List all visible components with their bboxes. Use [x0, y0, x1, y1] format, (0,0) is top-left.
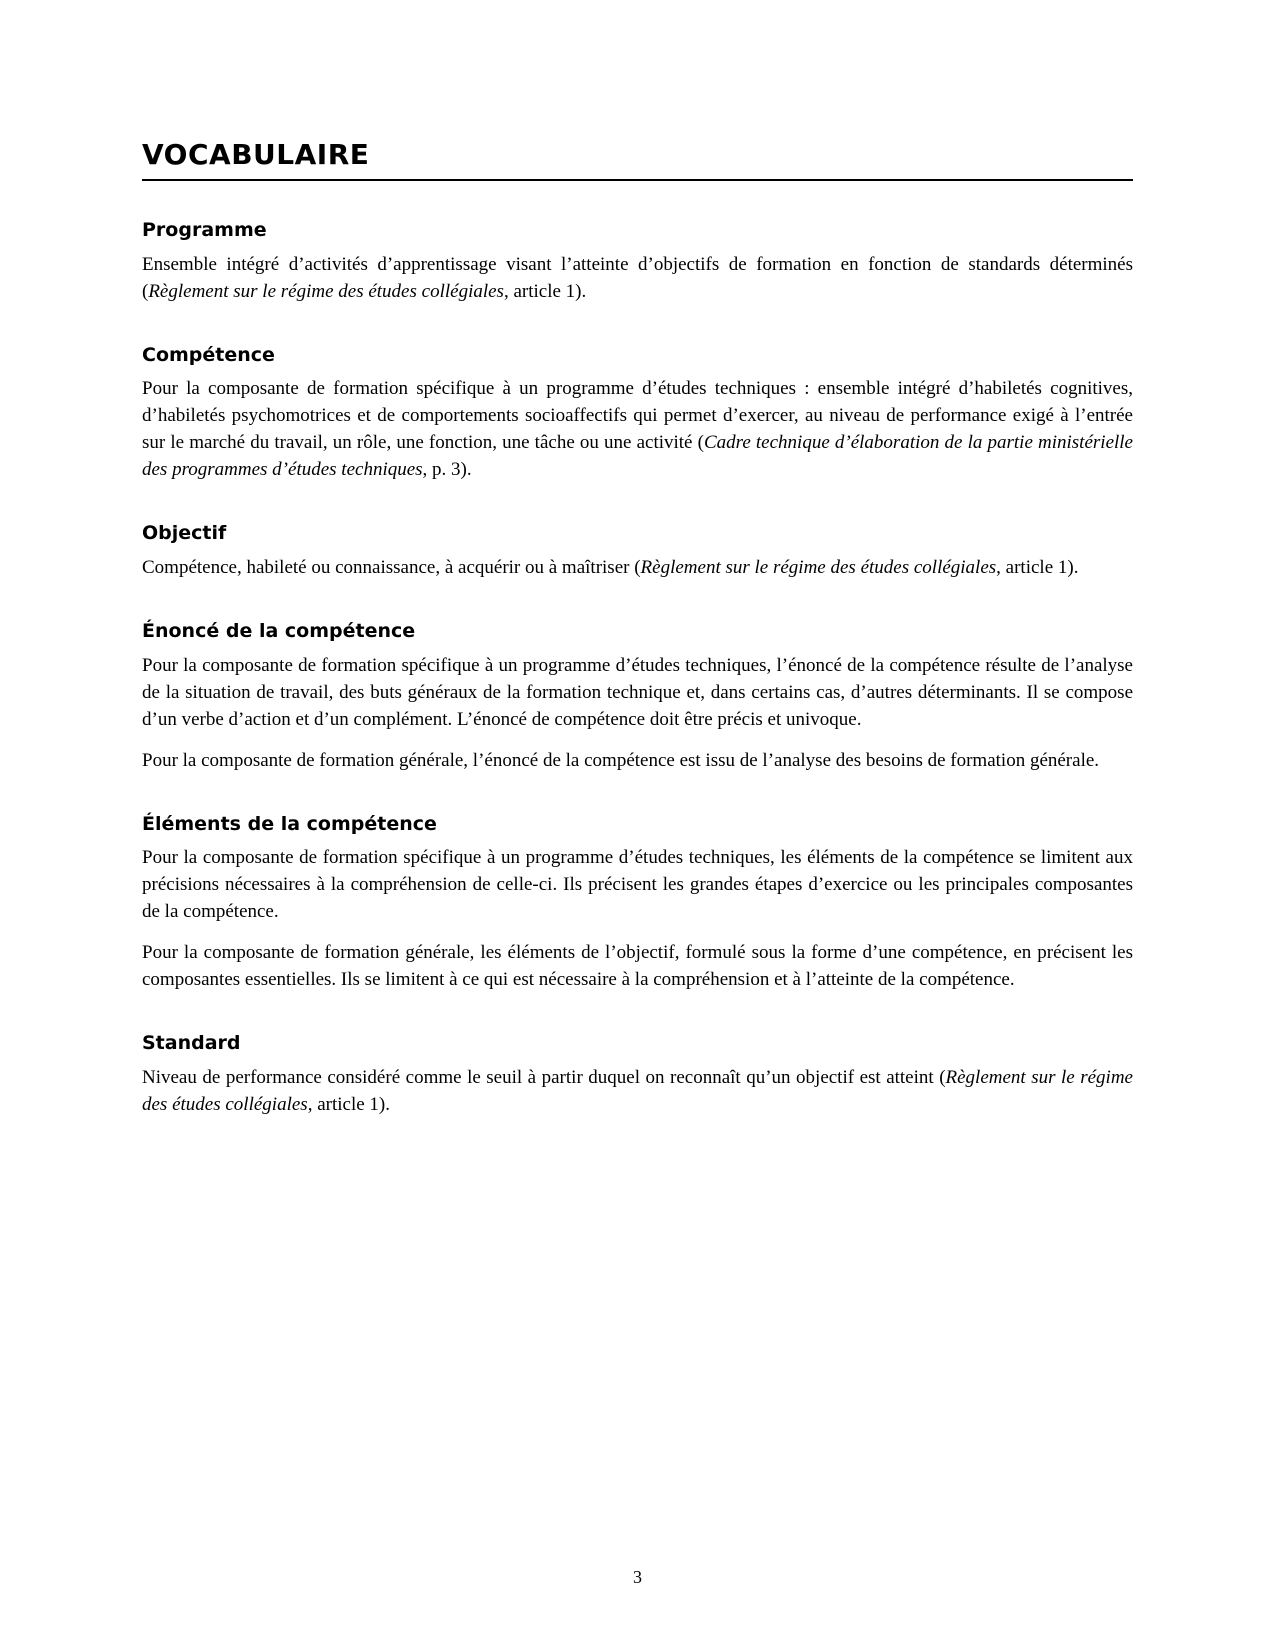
section-heading: Énoncé de la compétence: [142, 619, 416, 642]
paragraph-text: , article 1).: [503, 280, 587, 302]
section-heading: Compétence: [142, 343, 275, 366]
paragraph-text: Ensemble intégré d’activités d’apprentissage visant l’atteinte d’objectifs de formation en fonction de standards déterminés (: [142, 253, 1133, 302]
paragraph-text: Compétence, habileté ou connaissance, à acquérir ou à maîtriser (: [142, 557, 641, 578]
section-heading: Objectif: [142, 522, 227, 545]
section-paragraph: [142, 1065, 1133, 1119]
section-heading: Éléments de la compétence: [142, 812, 437, 835]
section-paragraph: [142, 940, 1133, 994]
section-paragraph: [142, 555, 1133, 582]
section-paragraph: [142, 252, 1133, 306]
citation-title: Règlement sur le régime des études collégiales: [142, 1067, 1133, 1116]
paragraph-text: , article 1).: [307, 1094, 390, 1116]
citation-title: Règlement sur le régime des études collégiales: [640, 557, 997, 578]
page-number: 3: [633, 1567, 642, 1587]
paragraph-text: Pour la composante de formation générale, l’énoncé de la compétence est issu de l’analyse des besoins de formation générale.: [142, 749, 1100, 771]
section-paragraph: [142, 376, 1133, 484]
paragraph-text: Pour la composante de formation spécifique à un programme d’études techniques : ensemble intégré d’habiletés cognitives, d’habiletés psychomotrices et de comportements socioaffectifs qui permet d’exercer, au niveau de performance exigé à l’entrée sur le marché du travail, un rôle, une fonction, une tâche ou une activité (: [142, 378, 1133, 454]
section-paragraph: [142, 845, 1133, 926]
paragraph-text: , article 1).: [996, 557, 1079, 578]
paragraph-text: Pour la composante de formation générale, les éléments de l’objectif, formulé sous la forme d’une compétence, en précisent les composantes essentielles. Ils se limitent à ce qui est nécessaire à la compréhension et à l’atteinte de la compétence.: [142, 942, 1133, 991]
section: [142, 620, 1133, 775]
title-divider: [142, 179, 1133, 181]
section: [142, 219, 1133, 306]
section: [142, 344, 1133, 485]
paragraph-text: Niveau de performance considéré comme le seuil à partir duquel on reconnaît qu’un objectif est atteint (: [142, 1067, 946, 1089]
sections-container: [142, 219, 1133, 1119]
section-paragraph: [142, 653, 1133, 734]
citation-title: Cadre technique d’élaboration de la partie ministérielle des programmes d’études techniques: [142, 432, 1133, 481]
section: [142, 522, 1133, 582]
paragraph-text: , p. 3).: [422, 459, 472, 481]
page-title: VOCABULAIRE: [142, 138, 370, 171]
section: [142, 813, 1133, 995]
paragraph-text: Pour la composante de formation spécifique à un programme d’études techniques, l’énoncé de la compétence résulte de l’analyse de la situation de travail, des buts généraux de la formation technique et, dans certains cas, d’autres déterminants. Il se compose d’un verbe d’action et d’un complément. L’énoncé de compétence doit être précis et univoque.: [142, 654, 1133, 730]
section-heading: Programme: [142, 218, 267, 241]
section-heading: Standard: [142, 1032, 241, 1055]
section-paragraph: [142, 748, 1133, 775]
citation-title: Règlement sur le régime des études collégiales: [148, 280, 504, 302]
paragraph-text: Pour la composante de formation spécifique à un programme d’études techniques, les éléments de la compétence se limitent aux précisions nécessaires à la compréhension de celle-ci. Ils précisent les grandes étapes d’exercice ou les principales composantes de la compétence.: [142, 847, 1133, 923]
section: [142, 1032, 1133, 1119]
